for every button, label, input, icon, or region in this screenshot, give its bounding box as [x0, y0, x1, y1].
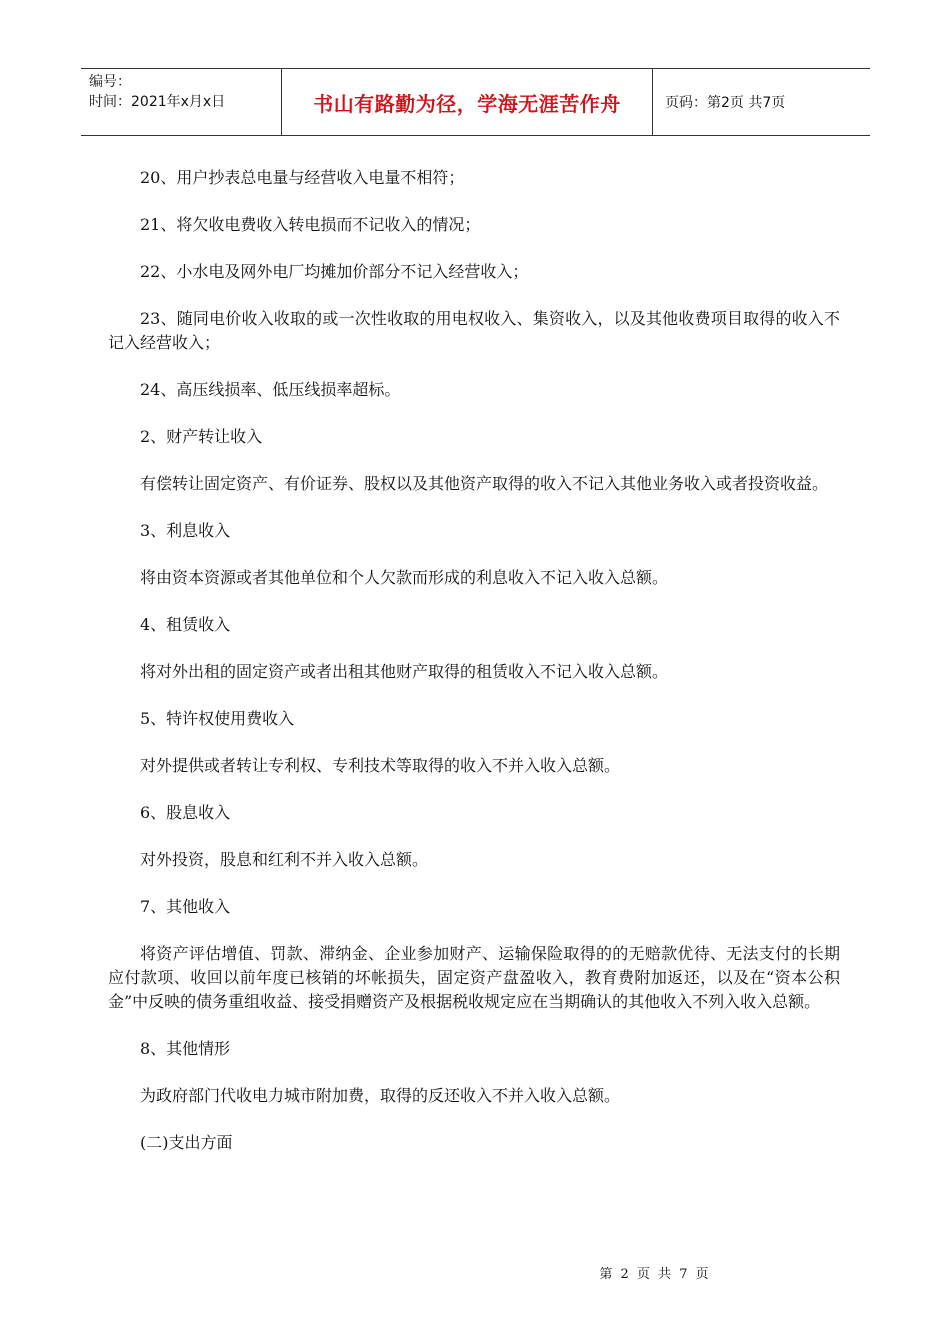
paragraph: 对外提供或者转让专利权、专利技术等取得的收入不并入收入总额。 — [140, 756, 621, 775]
section-heading: 4、租赁收入 — [140, 615, 231, 634]
section-heading: 3、利息收入 — [140, 521, 231, 540]
paragraph: 为政府部门代收电力城市附加费，取得的反还收入不并入收入总额。 — [140, 1086, 621, 1105]
paragraph: 24、高压线损率、低压线损率超标。 — [140, 380, 401, 399]
paragraph: 对外投资，股息和红利不并入收入总额。 — [140, 850, 429, 869]
header-motto: 书山有路勤为径，学海无涯苦作舟 — [282, 69, 653, 135]
section-heading: 5、特许权使用费收入 — [140, 709, 295, 728]
header-meta — [81, 69, 282, 135]
paragraph: 22、小水电及网外电厂均摊加价部分不记入经营收入； — [140, 262, 529, 281]
page-footer: 第 2 页 共 7 页 — [599, 1267, 711, 1282]
document-number-label: 编号： — [89, 74, 131, 90]
paragraph: 23、随同电价收入收取的或一次性收取的用电权收入、集资收入，以及其他收费项目取得的收入不记入经营收入； — [108, 309, 840, 352]
paragraph: 将对外出租的固定资产或者出租其他财产取得的租赁收入不记入收入总额。 — [140, 662, 669, 681]
paragraph: 将由资本资源或者其他单位和个人欠款而形成的利息收入不记入收入总额。 — [140, 568, 669, 587]
document-body — [108, 166, 840, 1178]
document-date: 时间：2021年x月x日 — [89, 94, 226, 110]
section-heading: (二)支出方面 — [140, 1133, 233, 1152]
paragraph: 21、将欠收电费收入转电损而不记收入的情况； — [140, 215, 481, 234]
paragraph: 将资产评估增值、罚款、滞纳金、企业参加财产、运输保险取得的的无赔款优待、无法支付的长期应付款项、收回以前年度已核销的坏帐损失，固定资产盘盈收入，教育费附加返还，以及在“资本公积金”中反映的债务重组收益、接受捐赠资产及根据税收规定应在当期确认的其他收入不列入收入总额。 — [108, 944, 840, 1011]
section-heading: 8、其他情形 — [140, 1039, 231, 1058]
header-page-info: 页码：第2页 共7页 — [665, 95, 786, 111]
paragraph: 有偿转让固定资产、有价证券、股权以及其他资产取得的收入不记入其他业务收入或者投资收益。 — [140, 474, 829, 493]
page-header — [81, 68, 870, 136]
section-heading: 7、其他收入 — [140, 897, 231, 916]
section-heading: 2、财产转让收入 — [140, 427, 263, 446]
paragraph: 20、用户抄表总电量与经营收入电量不相符； — [140, 168, 465, 187]
section-heading: 6、股息收入 — [140, 803, 231, 822]
